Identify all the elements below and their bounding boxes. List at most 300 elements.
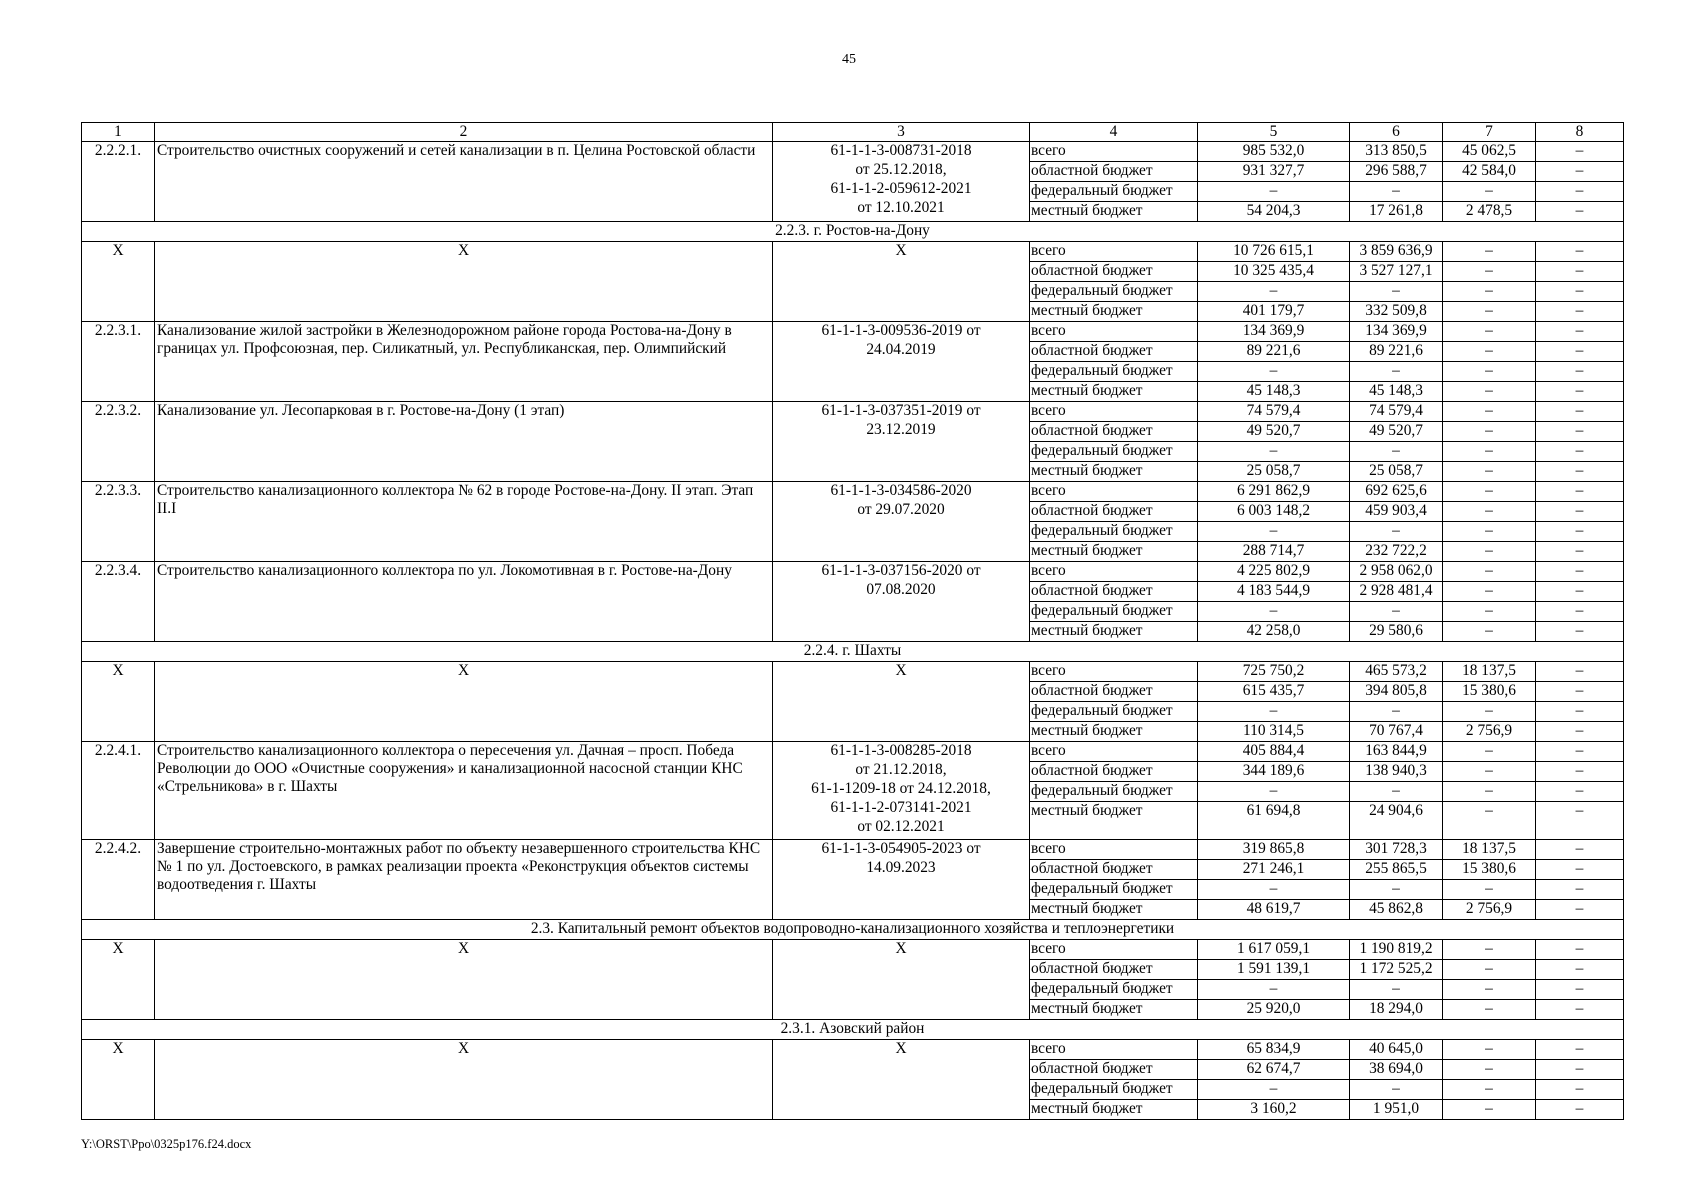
amount-cell: –	[1536, 562, 1624, 582]
section-title: 2.3.1. Азовский район	[82, 1020, 1624, 1040]
funding-source: местный бюджет	[1030, 462, 1198, 482]
amount-cell: 29 580,6	[1350, 622, 1443, 642]
amount-cell: 18 137,5	[1443, 840, 1536, 860]
amount-cell: –	[1443, 880, 1536, 900]
funding-source: федеральный бюджет	[1030, 282, 1198, 302]
amount-cell: –	[1443, 1100, 1536, 1120]
amount-cell: 138 940,3	[1350, 762, 1443, 782]
amount-cell: –	[1350, 522, 1443, 542]
amount-cell: –	[1536, 162, 1624, 182]
amount-cell: 405 884,4	[1198, 742, 1350, 762]
item-name: Х	[155, 242, 773, 322]
file-path-footer: Y:\ORST\Ppo\0325p176.f24.docx	[81, 1137, 252, 1151]
amount-cell: –	[1536, 442, 1624, 462]
amount-cell: 45 148,3	[1198, 382, 1350, 402]
funding-source: местный бюджет	[1030, 542, 1198, 562]
amount-cell: –	[1443, 542, 1536, 562]
funding-source: федеральный бюджет	[1030, 782, 1198, 802]
funding-source: областной бюджет	[1030, 342, 1198, 362]
item-document	[773, 482, 1030, 562]
amount-cell: 459 903,4	[1350, 502, 1443, 522]
column-header: 5	[1198, 123, 1350, 142]
amount-cell: –	[1536, 262, 1624, 282]
amount-cell: –	[1198, 980, 1350, 1000]
amount-cell: 2 958 062,0	[1350, 562, 1443, 582]
funding-source: областной бюджет	[1030, 960, 1198, 980]
section-row	[82, 642, 1624, 662]
funding-source: областной бюджет	[1030, 582, 1198, 602]
amount-cell: –	[1443, 622, 1536, 642]
amount-cell: 931 327,7	[1198, 162, 1350, 182]
amount-cell: 255 865,5	[1350, 860, 1443, 880]
amount-cell: 271 246,1	[1198, 860, 1350, 880]
amount-cell: 332 509,8	[1350, 302, 1443, 322]
document-line: от 25.12.2018,	[855, 161, 947, 178]
funding-source: всего	[1030, 482, 1198, 502]
amount-cell: 3 160,2	[1198, 1100, 1350, 1120]
amount-cell: –	[1536, 602, 1624, 622]
amount-cell: 45 862,8	[1350, 900, 1443, 920]
item-code: 2.2.2.1.	[82, 142, 155, 222]
amount-cell: –	[1443, 282, 1536, 302]
funding-source: федеральный бюджет	[1030, 880, 1198, 900]
amount-cell: 110 314,5	[1198, 722, 1350, 742]
column-header: 4	[1030, 123, 1198, 142]
funding-source: федеральный бюджет	[1030, 602, 1198, 622]
funding-source: местный бюджет	[1030, 722, 1198, 742]
amount-cell: –	[1350, 880, 1443, 900]
item-code: 2.2.4.2.	[82, 840, 155, 920]
amount-cell: –	[1198, 522, 1350, 542]
amount-cell: 134 369,9	[1350, 322, 1443, 342]
amount-cell: –	[1198, 880, 1350, 900]
item-code: Х	[82, 940, 155, 1020]
funding-source: федеральный бюджет	[1030, 362, 1198, 382]
funding-source: областной бюджет	[1030, 502, 1198, 522]
column-header: 7	[1443, 123, 1536, 142]
amount-cell: –	[1198, 182, 1350, 202]
amount-cell: –	[1443, 262, 1536, 282]
amount-cell: –	[1536, 1000, 1624, 1020]
funding-source: федеральный бюджет	[1030, 702, 1198, 722]
document-line: 23.12.2019	[866, 421, 936, 438]
item-document	[773, 940, 1030, 1020]
amount-cell: 3 527 127,1	[1350, 262, 1443, 282]
funding-source: местный бюджет	[1030, 382, 1198, 402]
amount-cell: 42 258,0	[1198, 622, 1350, 642]
amount-cell: –	[1536, 502, 1624, 522]
amount-cell: 2 928 481,4	[1350, 582, 1443, 602]
amount-cell: 49 520,7	[1350, 422, 1443, 442]
funding-source: областной бюджет	[1030, 1060, 1198, 1080]
item-code: 2.2.3.3.	[82, 482, 155, 562]
document-line: 61-1-1-2-059612-2021	[830, 180, 972, 197]
amount-cell: –	[1443, 562, 1536, 582]
page-number: 45	[842, 52, 856, 67]
amount-cell: –	[1536, 1040, 1624, 1060]
amount-cell: –	[1536, 302, 1624, 322]
amount-cell: 89 221,6	[1198, 342, 1350, 362]
amount-cell: –	[1536, 522, 1624, 542]
item-document	[773, 242, 1030, 322]
funding-source: всего	[1030, 940, 1198, 960]
funding-source: областной бюджет	[1030, 762, 1198, 782]
amount-cell: –	[1198, 602, 1350, 622]
amount-cell: 38 694,0	[1350, 1060, 1443, 1080]
amount-cell: 17 261,8	[1350, 202, 1443, 222]
amount-cell: –	[1443, 802, 1536, 840]
item-name: Строительство канализационного коллектора о пересечения ул. Дачная – просп. Победа Революции до ООО «Очистные сооружения» и канализационной насосной станции КНС «Стрельникова» в г. Шахты	[155, 742, 773, 840]
amount-cell: –	[1350, 602, 1443, 622]
amount-cell: –	[1198, 1080, 1350, 1100]
item-row	[82, 742, 1624, 762]
item-row	[82, 482, 1624, 502]
amount-cell: 48 619,7	[1198, 900, 1350, 920]
amount-cell: –	[1443, 980, 1536, 1000]
funding-source: местный бюджет	[1030, 302, 1198, 322]
amount-cell: –	[1536, 482, 1624, 502]
amount-cell: –	[1536, 662, 1624, 682]
funding-source: федеральный бюджет	[1030, 980, 1198, 1000]
amount-cell: 54 204,3	[1198, 202, 1350, 222]
funding-source: местный бюджет	[1030, 622, 1198, 642]
amount-cell: –	[1443, 402, 1536, 422]
funding-source: всего	[1030, 322, 1198, 342]
amount-cell: –	[1536, 1100, 1624, 1120]
item-name: Х	[155, 940, 773, 1020]
amount-cell: –	[1443, 502, 1536, 522]
item-row	[82, 562, 1624, 582]
amount-cell: –	[1443, 940, 1536, 960]
amount-cell: –	[1536, 960, 1624, 980]
amount-cell: –	[1536, 462, 1624, 482]
amount-cell: –	[1443, 482, 1536, 502]
column-header: 8	[1536, 123, 1624, 142]
section-row	[82, 920, 1624, 940]
amount-cell: –	[1198, 702, 1350, 722]
amount-cell: –	[1536, 622, 1624, 642]
amount-cell: –	[1443, 522, 1536, 542]
funding-source: всего	[1030, 402, 1198, 422]
funding-source: областной бюджет	[1030, 162, 1198, 182]
amount-cell: 18 137,5	[1443, 662, 1536, 682]
amount-cell: 1 190 819,2	[1350, 940, 1443, 960]
amount-cell: –	[1443, 442, 1536, 462]
amount-cell: –	[1198, 442, 1350, 462]
amount-cell: 1 172 525,2	[1350, 960, 1443, 980]
item-code: Х	[82, 662, 155, 742]
item-document	[773, 322, 1030, 402]
amount-cell: –	[1443, 762, 1536, 782]
amount-cell: 74 579,4	[1198, 402, 1350, 422]
amount-cell: –	[1536, 542, 1624, 562]
amount-cell: –	[1536, 682, 1624, 702]
document-line: от 02.12.2021	[857, 818, 945, 835]
amount-cell: –	[1350, 782, 1443, 802]
budget-table-container	[81, 122, 1623, 1120]
document-line: 61-1-1-3-034586-2020	[830, 482, 972, 499]
amount-cell: 40 645,0	[1350, 1040, 1443, 1060]
amount-cell: 134 369,9	[1198, 322, 1350, 342]
amount-cell: –	[1536, 142, 1624, 162]
column-header: 3	[773, 123, 1030, 142]
amount-cell: –	[1536, 802, 1624, 840]
document-line: 07.08.2020	[866, 581, 936, 598]
document-line: от 12.10.2021	[857, 199, 945, 216]
amount-cell: 4 183 544,9	[1198, 582, 1350, 602]
amount-cell: –	[1443, 1080, 1536, 1100]
document-line: Х	[895, 1040, 907, 1057]
amount-cell: –	[1536, 322, 1624, 342]
funding-source: местный бюджет	[1030, 1000, 1198, 1020]
amount-cell: –	[1443, 182, 1536, 202]
amount-cell: –	[1198, 362, 1350, 382]
amount-cell: 1 617 059,1	[1198, 940, 1350, 960]
item-name: Х	[155, 1040, 773, 1120]
amount-cell: 985 532,0	[1198, 142, 1350, 162]
amount-cell: 1 591 139,1	[1198, 960, 1350, 980]
amount-cell: –	[1536, 1080, 1624, 1100]
funding-source: всего	[1030, 242, 1198, 262]
item-row	[82, 840, 1624, 860]
amount-cell: –	[1443, 742, 1536, 762]
item-row	[82, 662, 1624, 682]
funding-source: областной бюджет	[1030, 682, 1198, 702]
amount-cell: –	[1536, 1060, 1624, 1080]
document-line: от 21.12.2018,	[855, 761, 947, 778]
amount-cell: –	[1443, 242, 1536, 262]
section-row	[82, 222, 1624, 242]
item-document	[773, 562, 1030, 642]
amount-cell: –	[1536, 282, 1624, 302]
amount-cell: –	[1536, 860, 1624, 880]
document-line: 61-1-1-3-054905-2023 от	[821, 840, 981, 857]
amount-cell: 692 625,6	[1350, 482, 1443, 502]
funding-source: всего	[1030, 142, 1198, 162]
document-line: от 29.07.2020	[857, 501, 945, 518]
amount-cell: –	[1536, 722, 1624, 742]
amount-cell: 1 951,0	[1350, 1100, 1443, 1120]
item-code: 2.2.3.2.	[82, 402, 155, 482]
amount-cell: –	[1443, 382, 1536, 402]
header-row	[82, 123, 1624, 142]
item-code: Х	[82, 1040, 155, 1120]
amount-cell: 25 058,7	[1198, 462, 1350, 482]
document-line: 61-1-1-3-008285-2018	[830, 742, 972, 759]
column-header: 2	[155, 123, 773, 142]
amount-cell: 10 325 435,4	[1198, 262, 1350, 282]
document-line: 61-1-1-3-009536-2019 от	[821, 322, 981, 339]
item-code: 2.2.3.4.	[82, 562, 155, 642]
amount-cell: 74 579,4	[1350, 402, 1443, 422]
item-row	[82, 242, 1624, 262]
amount-cell: –	[1536, 182, 1624, 202]
amount-cell: 394 805,8	[1350, 682, 1443, 702]
funding-source: всего	[1030, 1040, 1198, 1060]
item-document	[773, 142, 1030, 222]
amount-cell: 725 750,2	[1198, 662, 1350, 682]
amount-cell: 232 722,2	[1350, 542, 1443, 562]
amount-cell: 3 859 636,9	[1350, 242, 1443, 262]
funding-source: всего	[1030, 840, 1198, 860]
amount-cell: –	[1536, 782, 1624, 802]
amount-cell: –	[1536, 402, 1624, 422]
funding-source: местный бюджет	[1030, 202, 1198, 222]
funding-source: федеральный бюджет	[1030, 182, 1198, 202]
section-title: 2.3. Капитальный ремонт объектов водопроводно-канализационного хозяйства и теплоэнергетики	[82, 920, 1624, 940]
item-name: Строительство канализационного коллектора по ул. Локомотивная в г. Ростове-на-Дону	[155, 562, 773, 642]
amount-cell: –	[1443, 342, 1536, 362]
funding-source: всего	[1030, 742, 1198, 762]
amount-cell: 319 865,8	[1198, 840, 1350, 860]
funding-source: областной бюджет	[1030, 262, 1198, 282]
amount-cell: 18 294,0	[1350, 1000, 1443, 1020]
amount-cell: –	[1350, 980, 1443, 1000]
section-row	[82, 1020, 1624, 1040]
amount-cell: –	[1198, 782, 1350, 802]
item-document	[773, 402, 1030, 482]
amount-cell: 65 834,9	[1198, 1040, 1350, 1060]
amount-cell: 2 756,9	[1443, 900, 1536, 920]
amount-cell: –	[1443, 422, 1536, 442]
amount-cell: 6 003 148,2	[1198, 502, 1350, 522]
amount-cell: –	[1443, 1060, 1536, 1080]
amount-cell: –	[1536, 880, 1624, 900]
budget-table	[81, 122, 1624, 1120]
item-document	[773, 742, 1030, 840]
amount-cell: –	[1350, 442, 1443, 462]
amount-cell: –	[1536, 840, 1624, 860]
document-line: Х	[895, 662, 907, 679]
amount-cell: –	[1536, 940, 1624, 960]
amount-cell: –	[1350, 282, 1443, 302]
amount-cell: 615 435,7	[1198, 682, 1350, 702]
funding-source: местный бюджет	[1030, 1100, 1198, 1120]
document-line: 24.04.2019	[866, 341, 936, 358]
amount-cell: –	[1443, 322, 1536, 342]
funding-source: всего	[1030, 662, 1198, 682]
amount-cell: –	[1536, 742, 1624, 762]
amount-cell: 49 520,7	[1198, 422, 1350, 442]
amount-cell: 45 062,5	[1443, 142, 1536, 162]
amount-cell: 344 189,6	[1198, 762, 1350, 782]
amount-cell: 6 291 862,9	[1198, 482, 1350, 502]
item-document	[773, 1040, 1030, 1120]
document-line: 61-1-1-3-037156-2020 от	[821, 562, 981, 579]
funding-source: местный бюджет	[1030, 900, 1198, 920]
document-line: 61-1-1-2-073141-2021	[830, 799, 972, 816]
item-code: Х	[82, 242, 155, 322]
amount-cell: –	[1536, 382, 1624, 402]
document-line: Х	[895, 242, 907, 259]
amount-cell: –	[1536, 980, 1624, 1000]
item-code: 2.2.4.1.	[82, 742, 155, 840]
amount-cell: 2 478,5	[1443, 202, 1536, 222]
document-line: 61-1-1209-18 от 24.12.2018,	[811, 780, 991, 797]
amount-cell: 4 225 802,9	[1198, 562, 1350, 582]
amount-cell: 288 714,7	[1198, 542, 1350, 562]
document-line: 61-1-1-3-037351-2019 от	[821, 402, 981, 419]
amount-cell: –	[1443, 1040, 1536, 1060]
item-row	[82, 322, 1624, 342]
amount-cell: 465 573,2	[1350, 662, 1443, 682]
column-header: 6	[1350, 123, 1443, 142]
amount-cell: 401 179,7	[1198, 302, 1350, 322]
item-row	[82, 1040, 1624, 1060]
amount-cell: –	[1536, 342, 1624, 362]
table-body	[82, 123, 1624, 1120]
amount-cell: 296 588,7	[1350, 162, 1443, 182]
funding-source: местный бюджет	[1030, 802, 1198, 840]
funding-source: областной бюджет	[1030, 422, 1198, 442]
amount-cell: 42 584,0	[1443, 162, 1536, 182]
amount-cell: –	[1536, 702, 1624, 722]
amount-cell: –	[1536, 762, 1624, 782]
amount-cell: –	[1198, 282, 1350, 302]
amount-cell: 62 674,7	[1198, 1060, 1350, 1080]
funding-source: областной бюджет	[1030, 860, 1198, 880]
item-name: Завершение строительно-монтажных работ по объекту незавершенного строительства КНС № 1 по ул. Достоевского, в рамках реализации проекта «Реконструкция объектов системы водоотведения г. Шахты	[155, 840, 773, 920]
amount-cell: 25 920,0	[1198, 1000, 1350, 1020]
item-name: Канализование жилой застройки в Железнодорожном районе города Ростова-на-Дону в границах ул. Профсоюзная, пер. Силикатный, ул. Республиканская, пер. Олимпийский	[155, 322, 773, 402]
amount-cell: 70 767,4	[1350, 722, 1443, 742]
amount-cell: –	[1443, 702, 1536, 722]
amount-cell: 15 380,6	[1443, 682, 1536, 702]
item-row	[82, 940, 1624, 960]
amount-cell: –	[1350, 362, 1443, 382]
column-header: 1	[82, 123, 155, 142]
amount-cell: –	[1443, 582, 1536, 602]
document-line: 14.09.2023	[866, 859, 936, 876]
amount-cell: 89 221,6	[1350, 342, 1443, 362]
amount-cell: –	[1350, 1080, 1443, 1100]
amount-cell: –	[1350, 702, 1443, 722]
amount-cell: –	[1443, 602, 1536, 622]
funding-source: федеральный бюджет	[1030, 1080, 1198, 1100]
item-code: 2.2.3.1.	[82, 322, 155, 402]
item-name: Строительство очистных сооружений и сетей канализации в п. Целина Ростовской области	[155, 142, 773, 222]
amount-cell: 2 756,9	[1443, 722, 1536, 742]
amount-cell: 25 058,7	[1350, 462, 1443, 482]
item-document	[773, 662, 1030, 742]
amount-cell: –	[1350, 182, 1443, 202]
amount-cell: 301 728,3	[1350, 840, 1443, 860]
amount-cell: –	[1443, 302, 1536, 322]
item-row	[82, 142, 1624, 162]
item-row	[82, 402, 1624, 422]
amount-cell: 10 726 615,1	[1198, 242, 1350, 262]
funding-source: федеральный бюджет	[1030, 522, 1198, 542]
amount-cell: 15 380,6	[1443, 860, 1536, 880]
amount-cell: –	[1443, 362, 1536, 382]
item-name: Х	[155, 662, 773, 742]
amount-cell: –	[1536, 582, 1624, 602]
section-title: 2.2.4. г. Шахты	[82, 642, 1624, 662]
amount-cell: –	[1443, 462, 1536, 482]
item-name: Канализование ул. Лесопарковая в г. Ростове-на-Дону (1 этап)	[155, 402, 773, 482]
amount-cell: –	[1536, 202, 1624, 222]
amount-cell: –	[1536, 900, 1624, 920]
document-line: Х	[895, 940, 907, 957]
amount-cell: 313 850,5	[1350, 142, 1443, 162]
amount-cell: –	[1443, 960, 1536, 980]
amount-cell: 61 694,8	[1198, 802, 1350, 840]
amount-cell: –	[1443, 782, 1536, 802]
funding-source: всего	[1030, 562, 1198, 582]
amount-cell: 163 844,9	[1350, 742, 1443, 762]
amount-cell: –	[1443, 1000, 1536, 1020]
amount-cell: –	[1536, 362, 1624, 382]
